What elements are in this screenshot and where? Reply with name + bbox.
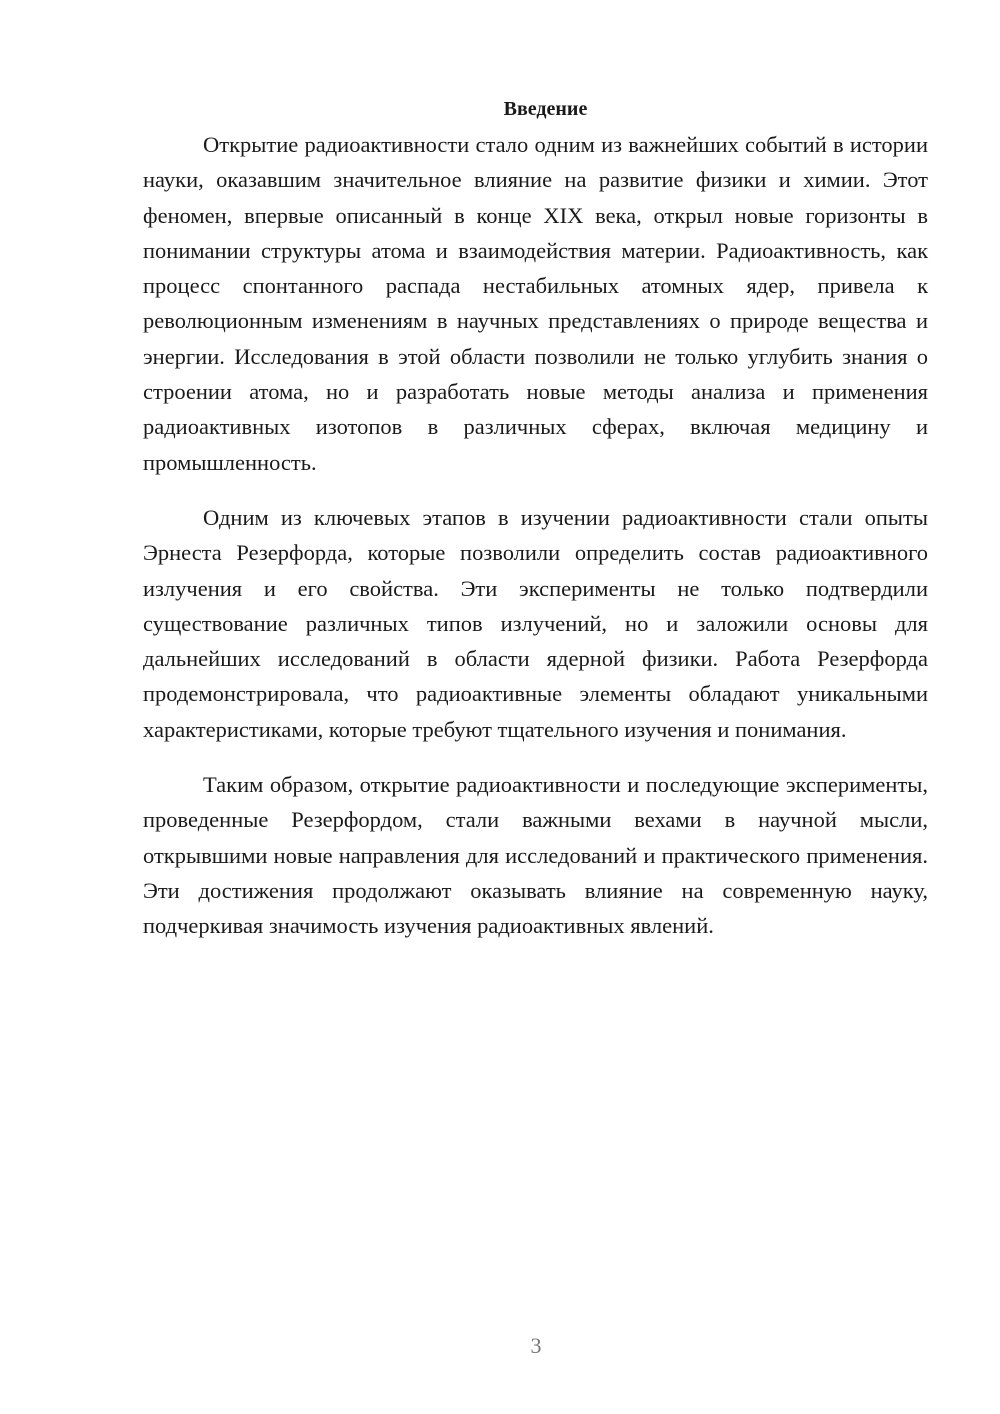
paragraph-2: Одним из ключевых этапов в изучении радиоактивности стали опыты Эрнеста Резерфорда, которые позволили определить состав радиоактивного излучения и его свойства. Эти эксперименты не только подтвердили существование различных типов излучений, но и заложили основы для дальнейших исследований в области ядерной физики. Работа Резерфорда продемонстрировала, что радиоактивные элементы обладают уникальными характеристиками, которые требуют тщательного изучения и понимания. bbox=[143, 504, 928, 742]
page-content bbox=[143, 92, 928, 964]
paragraph-1: Открытие радиоактивности стало одним из важнейших событий в истории науки, оказавшим значительное влияние на развитие физики и химии. Этот феномен, впервые описанный в конце XIX века, открыл новые горизонты в понимании структуры атома и взаимодействия материи. Радиоактивность, как процесс спонтанного распада нестабильных атомных ядер, привела к революционным изменениям в научных представлениях о природе вещества и энергии. Исследования в этой области позволили не только углубить знания о строении атома, но и разработать новые методы анализа и применения радиоактивных изотопов в различных сферах, включая медицину и промышленность. bbox=[143, 132, 928, 475]
section-heading: Введение bbox=[503, 98, 588, 120]
page-number: 3 bbox=[530, 1333, 542, 1358]
paragraph-3: Таким образом, открытие радиоактивности и последующие эксперименты, проведенные Резерфордом, стали важными вехами в научной мысли, открывшими новые направления для исследований и практического применения. Эти достижения продолжают оказывать влияние на современную науку, подчеркивая значимость изучения радиоактивных явлений. bbox=[143, 772, 928, 939]
